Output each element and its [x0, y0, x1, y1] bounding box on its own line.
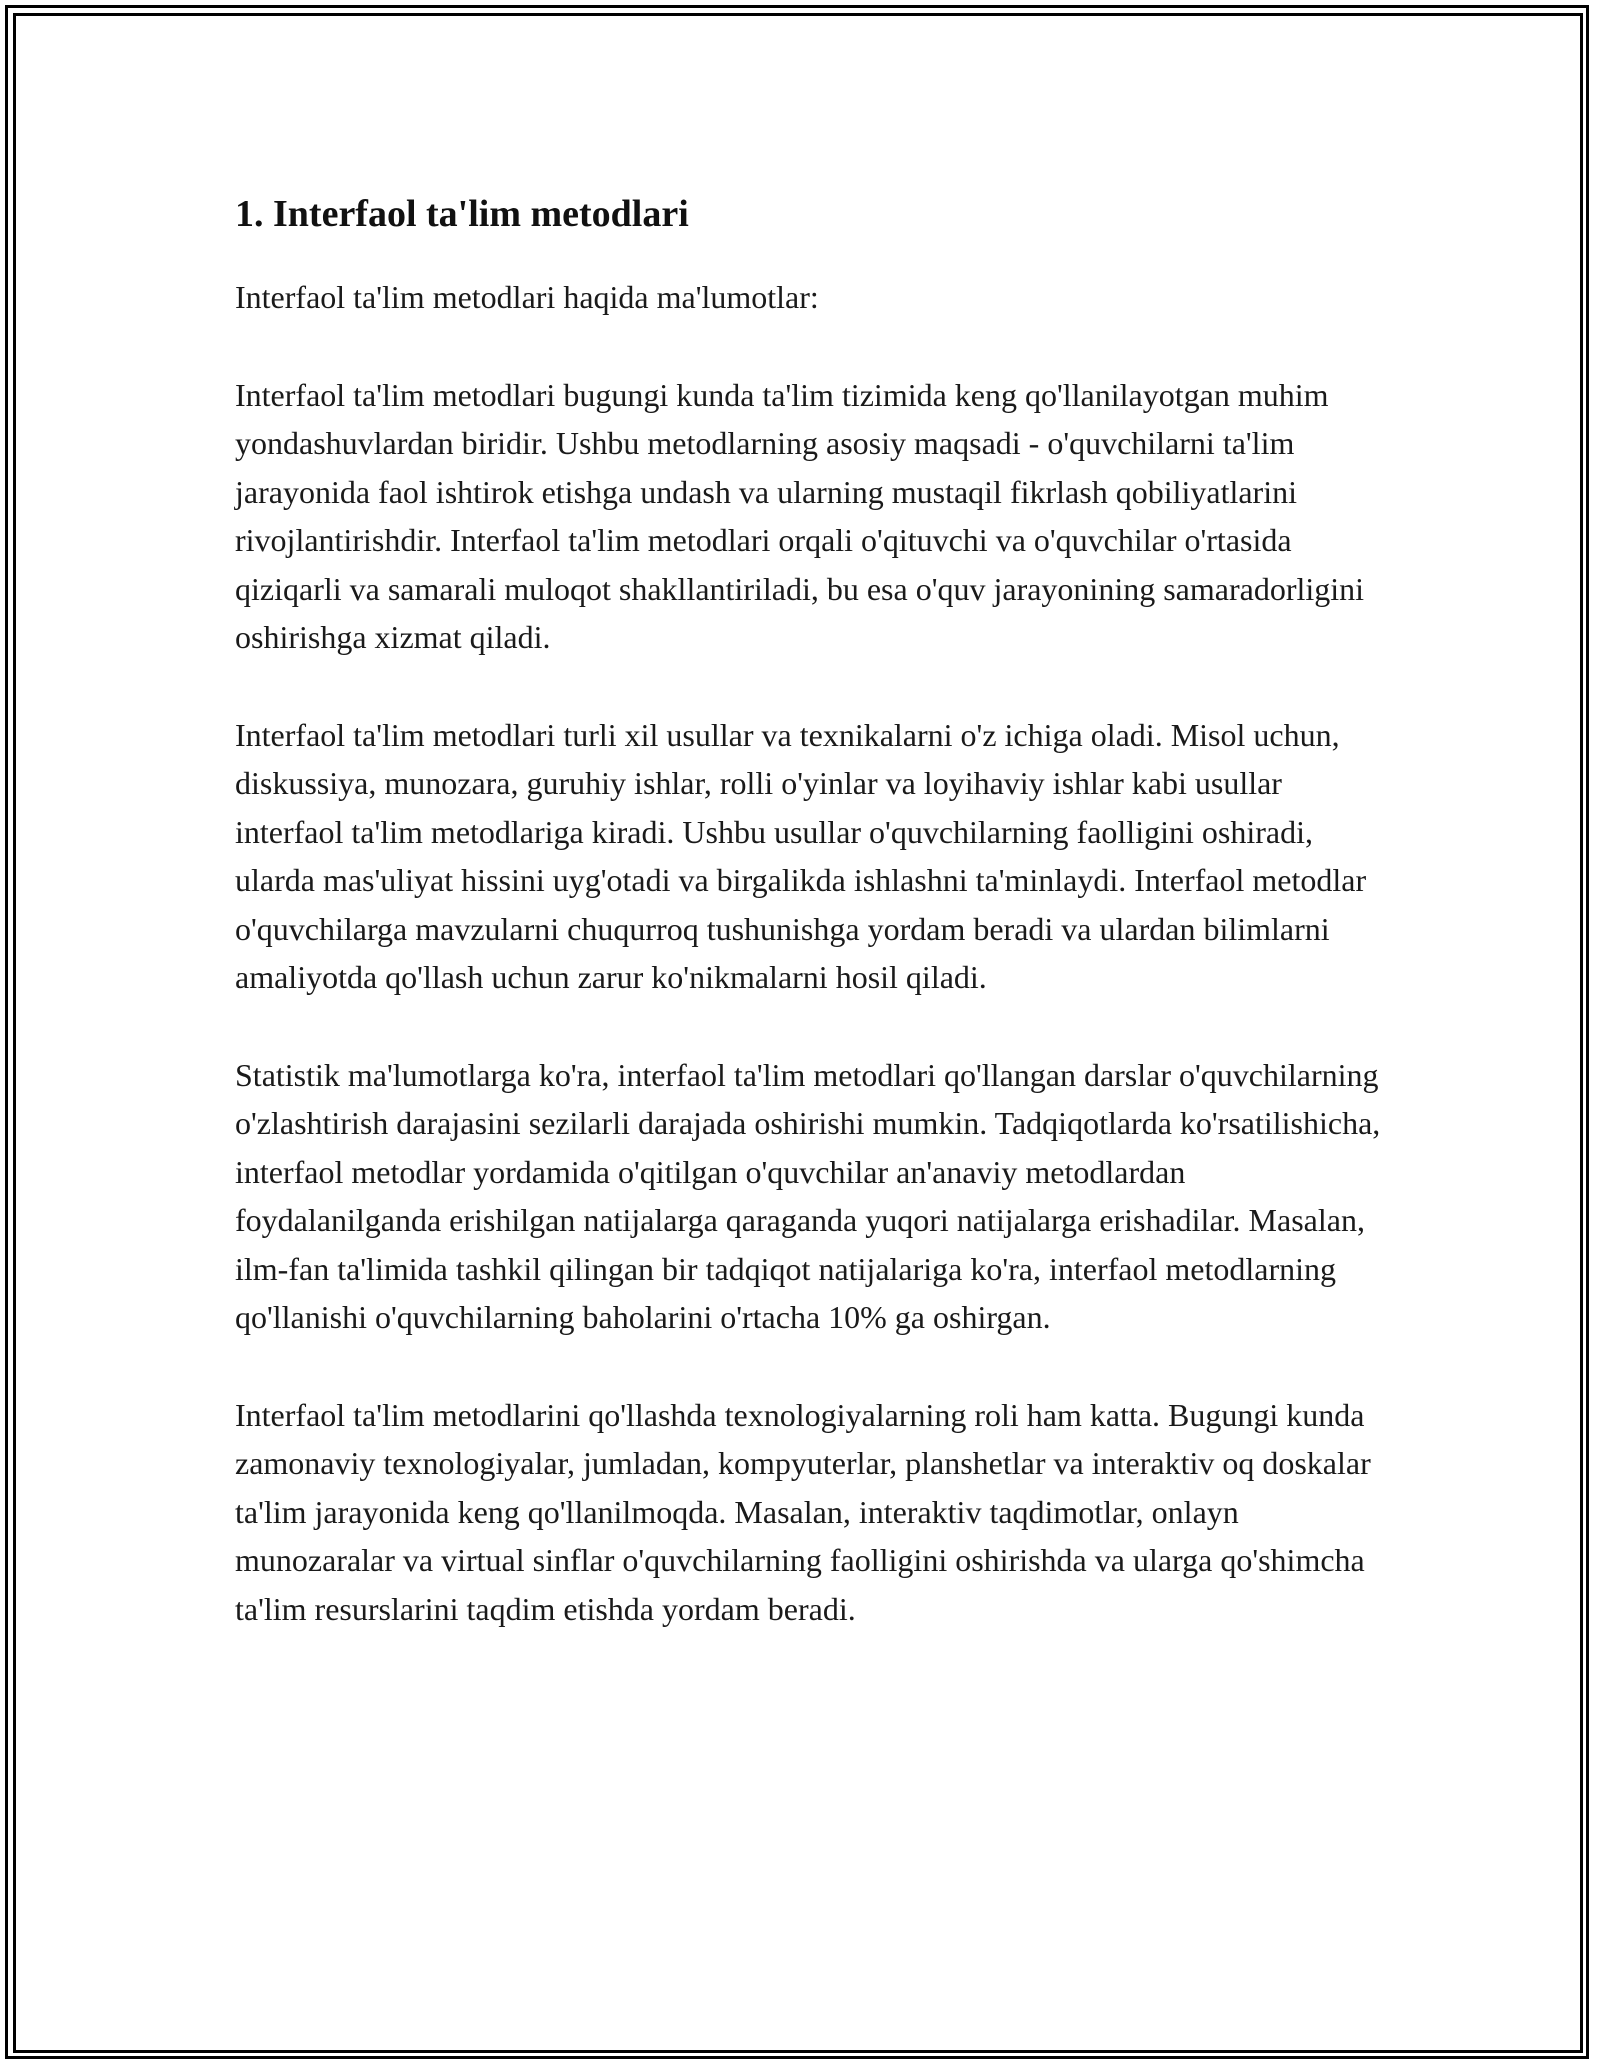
- paragraph-2: Interfaol ta'lim metodlari turli xil usullar va texnikalarni o'z ichiga oladi. Misol uchun, diskussiya, munozara, guruhiy ishlar, rolli o'yinlar va loyihaviy ishlar kabi usullar interfaol ta'lim metodlariga kiradi. Ushbu usullar o'quvchilarning faolligini oshiradi, ularda mas'uliyat hissini uyg'otadi va birgalikda ishlashni ta'minlaydi. Interfaol metodlar o'quvchilarga mavzularni chuqurroq tushunishga yordam beradi va ulardan bilimlarni amaliyotda qo'llash uchun zarur ko'nikmalarni hosil qiladi.: [235, 716, 1367, 995]
- paragraph-3: Statistik ma'lumotlarga ko'ra, interfaol ta'lim metodlari qo'llangan darslar o'quvchilarning o'zlashtirish darajasini sezilarli darajada oshirishi mumkin. Tadqiqotlarda ko'rsatilishicha, interfaol metodlar yordamida o'qitilgan o'quvchilar an'anaviy metodlardan foydalanilganda erishilgan natijalarga qaraganda yuqori natijalarga erishadilar. Masalan, ilm-fan ta'limida tashkil qilingan bir tadqiqot natijalariga ko'ra, interfaol metodlarning qo'llanishi o'quvchilarning baholarini o'rtacha 10% ga oshirgan.: [235, 1056, 1381, 1335]
- intro-line: Interfaol ta'lim metodlari haqida ma'lumotlar:: [235, 279, 819, 315]
- document-body: [235, 185, 1385, 1682]
- paragraph-1: Interfaol ta'lim metodlari bugungi kunda ta'lim tizimida keng qo'llanilayotgan muhim yondashuvlardan biridir. Ushbu metodlarning asosiy maqsadi - o'quvchilarni ta'lim jarayonida faol ishtirok etishga undash va ularning mustaqil fikrlash qobiliyatlarini rivojlantirishdir. Interfaol ta'lim metodlari orqali o'qituvchi va o'quvchilar o'rtasida qiziqarli va samarali muloqot shakllantiriladi, bu esa o'quv jarayonining samaradorligini oshirishga xizmat qiladi.: [235, 376, 1365, 655]
- paragraph-4: Interfaol ta'lim metodlarini qo'llashda texnologiyalarning roli ham katta. Bugungi kunda zamonaviy texnologiyalar, jumladan, kompyuterlar, planshetlar va interaktiv oq doskalar ta'lim jarayonida keng qo'llanilmoqda. Masalan, interaktiv taqdimotlar, onlayn munozaralar va virtual sinflar o'quvchilarning faolligini oshirishda va ularga qo'shimcha ta'lim resurslarini taqdim etishda yordam beradi.: [235, 1396, 1371, 1627]
- section-heading: 1. Interfaol ta'lim metodlari: [235, 193, 689, 235]
